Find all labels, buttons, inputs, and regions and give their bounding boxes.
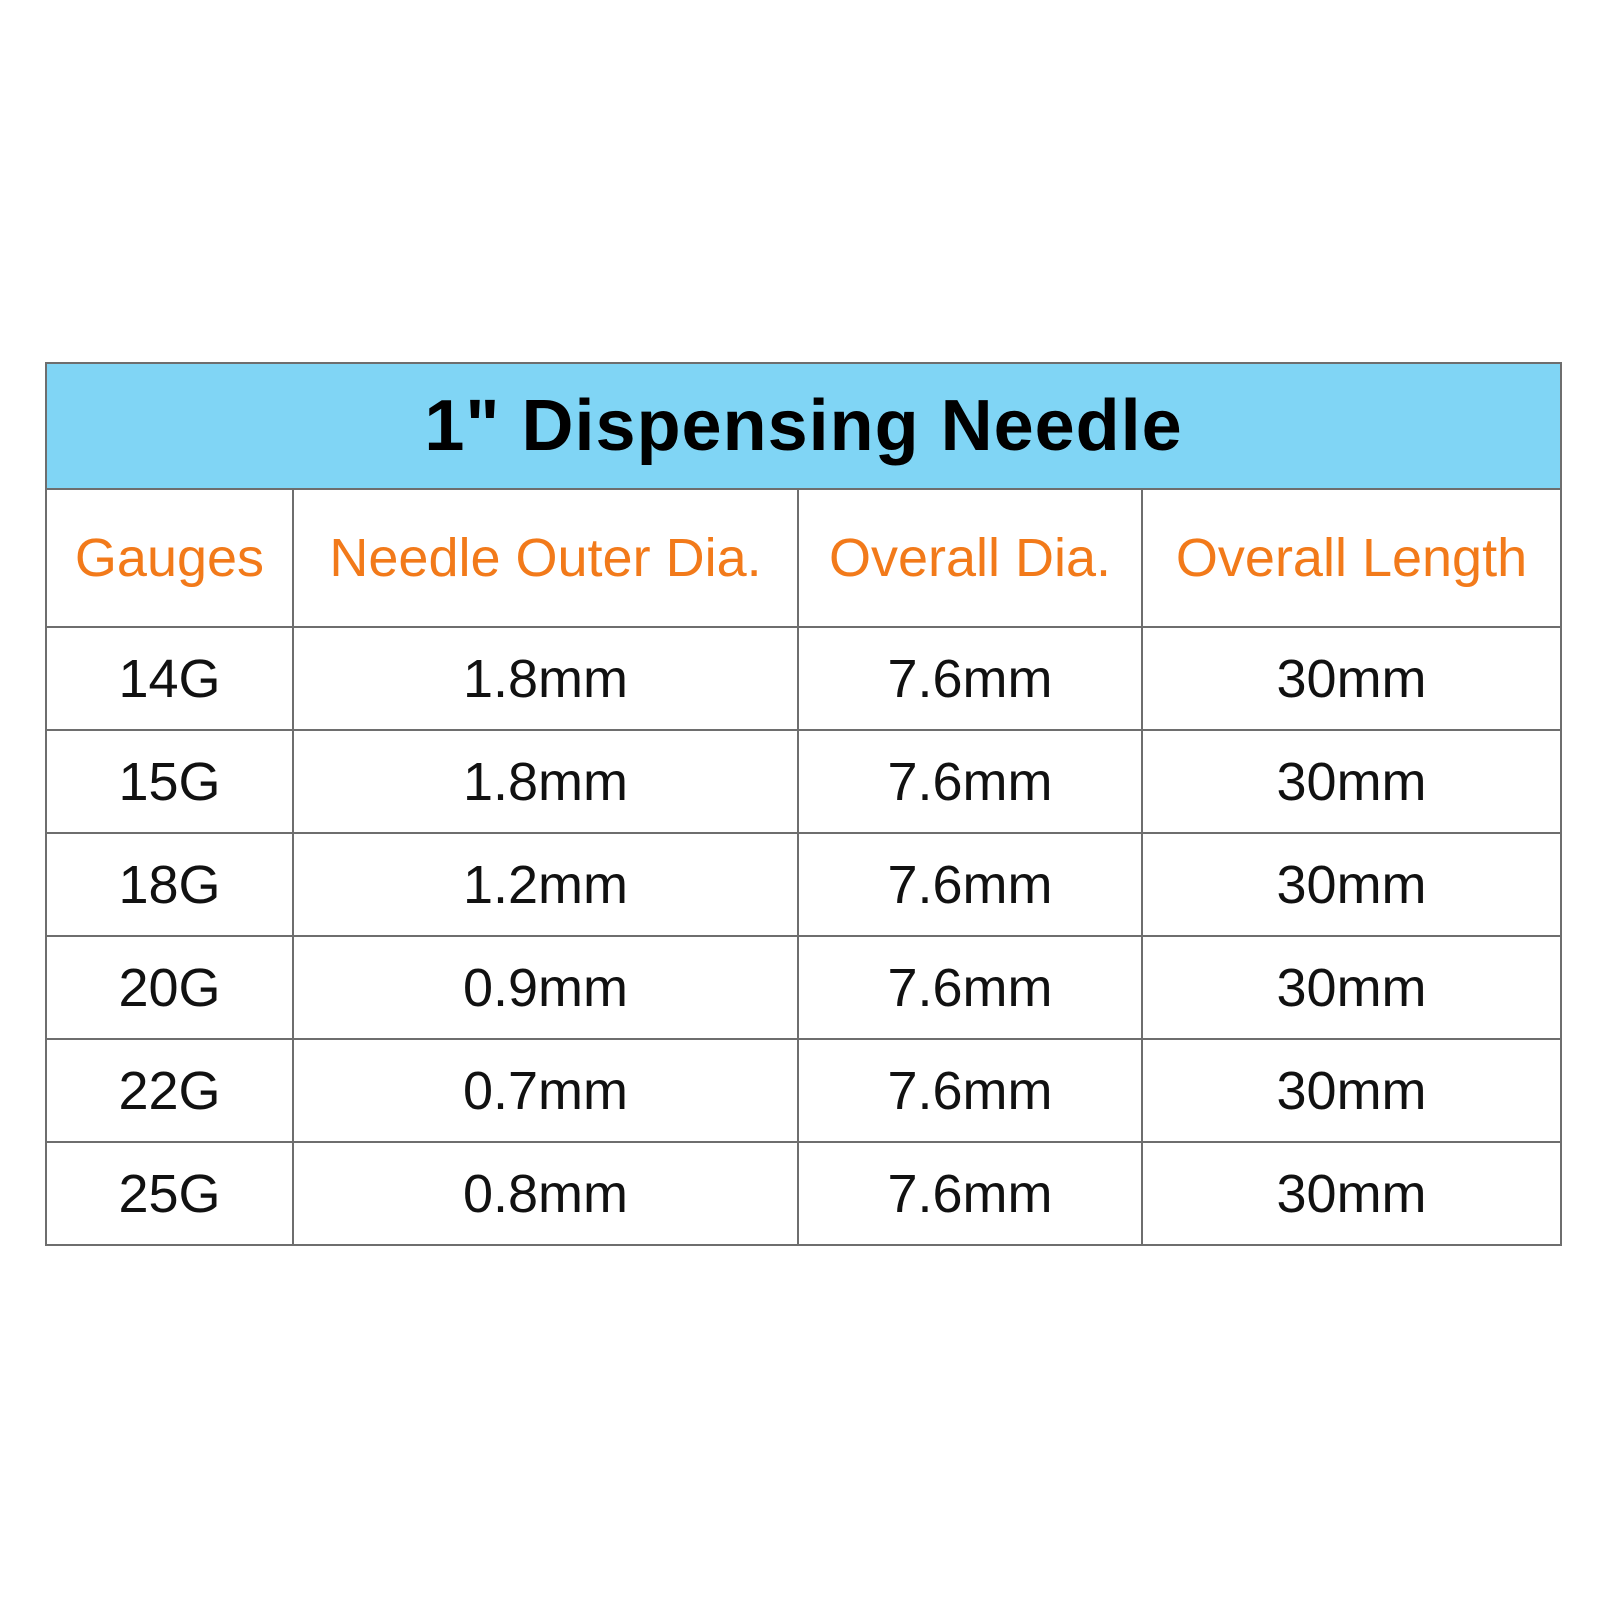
gauge-cell: 15G — [46, 730, 293, 833]
title-row — [46, 363, 1561, 489]
column-header-overall-dia: Overall Dia. — [798, 489, 1142, 627]
overall-dia-cell: 7.6mm — [798, 730, 1142, 833]
gauge-cell: 25G — [46, 1142, 293, 1245]
overall-length-cell: 30mm — [1142, 936, 1561, 1039]
column-header-gauges: Gauges — [46, 489, 293, 627]
table-body — [46, 363, 1561, 1245]
gauge-cell: 20G — [46, 936, 293, 1039]
table-row — [46, 833, 1561, 936]
needle-outer-dia-cell: 1.2mm — [293, 833, 798, 936]
table-row — [46, 627, 1561, 730]
table-row — [46, 1039, 1561, 1142]
header-row — [46, 489, 1561, 627]
overall-dia-cell: 7.6mm — [798, 1039, 1142, 1142]
overall-length-cell: 30mm — [1142, 730, 1561, 833]
needle-outer-dia-cell: 0.7mm — [293, 1039, 798, 1142]
overall-length-cell: 30mm — [1142, 1142, 1561, 1245]
overall-length-cell: 30mm — [1142, 1039, 1561, 1142]
gauge-cell: 18G — [46, 833, 293, 936]
table-title: 1" Dispensing Needle — [46, 363, 1561, 489]
needle-outer-dia-cell: 1.8mm — [293, 627, 798, 730]
table-row — [46, 936, 1561, 1039]
overall-dia-cell: 7.6mm — [798, 936, 1142, 1039]
table-row — [46, 730, 1561, 833]
overall-dia-cell: 7.6mm — [798, 1142, 1142, 1245]
column-header-needle-outer-dia: Needle Outer Dia. — [293, 489, 798, 627]
dispensing-needle-spec-table — [45, 362, 1562, 1246]
overall-dia-cell: 7.6mm — [798, 833, 1142, 936]
overall-length-cell: 30mm — [1142, 627, 1561, 730]
gauge-cell: 14G — [46, 627, 293, 730]
needle-outer-dia-cell: 0.9mm — [293, 936, 798, 1039]
column-header-overall-length: Overall Length — [1142, 489, 1561, 627]
overall-length-cell: 30mm — [1142, 833, 1561, 936]
needle-outer-dia-cell: 0.8mm — [293, 1142, 798, 1245]
overall-dia-cell: 7.6mm — [798, 627, 1142, 730]
needle-outer-dia-cell: 1.8mm — [293, 730, 798, 833]
table-row — [46, 1142, 1561, 1245]
gauge-cell: 22G — [46, 1039, 293, 1142]
